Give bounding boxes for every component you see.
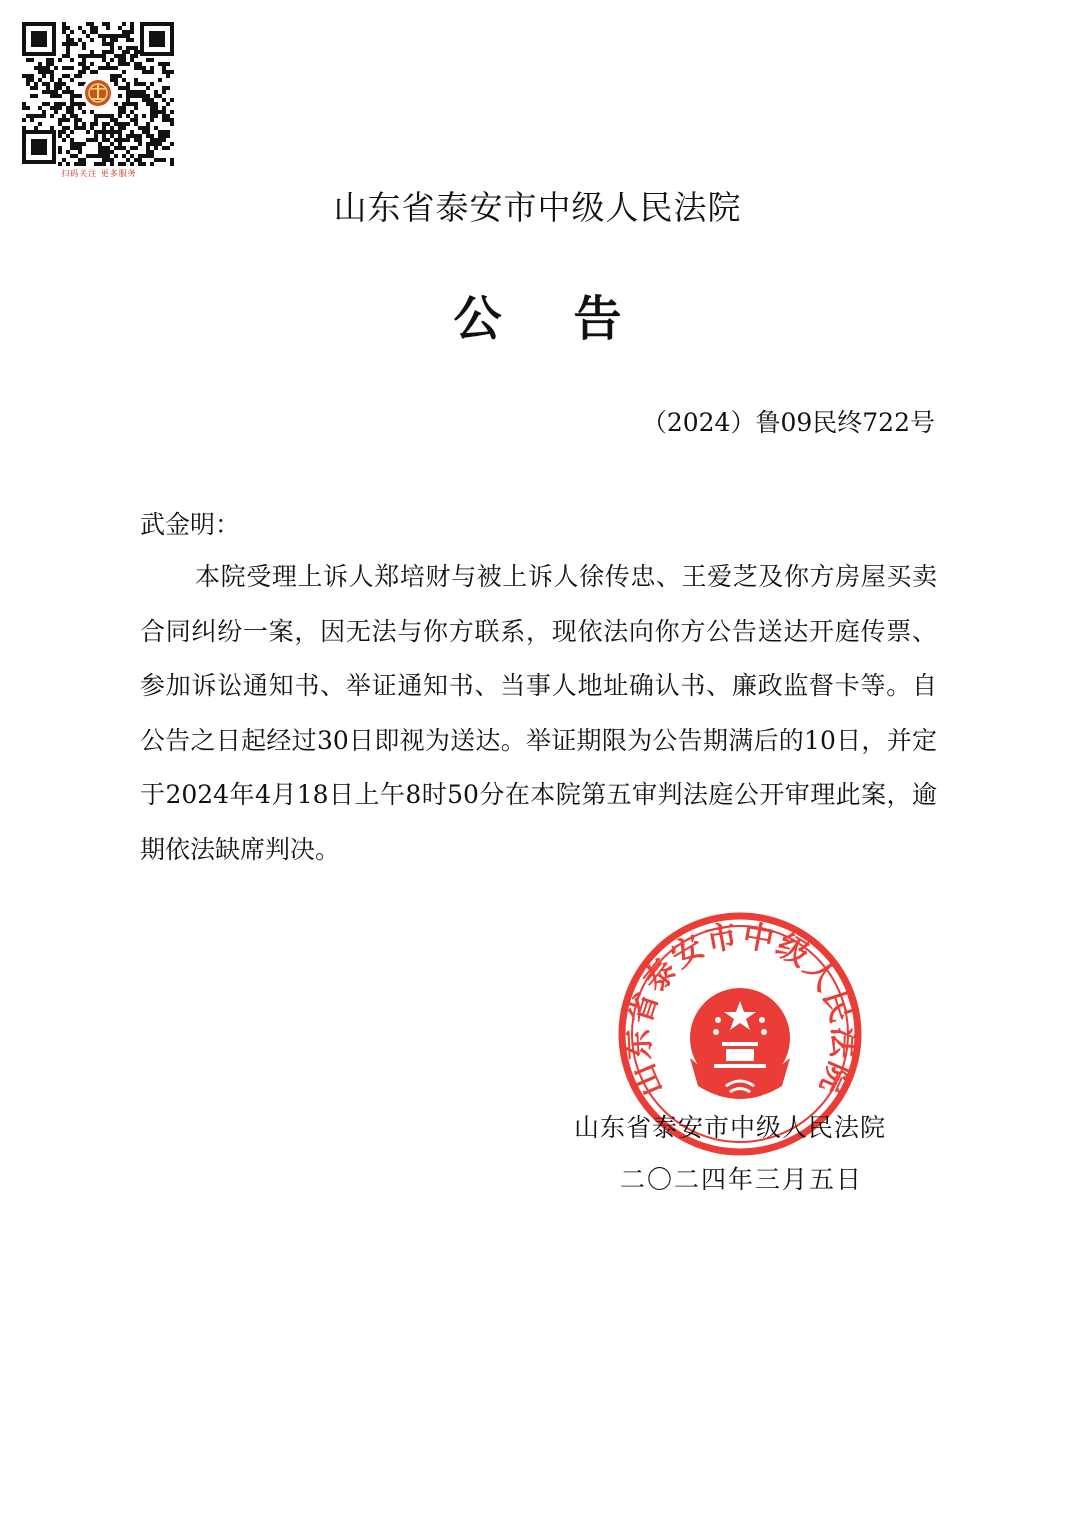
- seal-text: 山东省泰安市中级人民法院: [620, 917, 862, 1102]
- notice-title: [0, 280, 1075, 349]
- qr-code-image: [20, 20, 176, 166]
- qr-code-block: [20, 20, 178, 179]
- notice-title-char-1: 公: [453, 291, 502, 347]
- signature-date: 二〇二四年三月五日: [620, 1165, 864, 1194]
- case-number: （2024）鲁09民终722号: [641, 408, 935, 437]
- addressee: 武金明：: [140, 510, 241, 539]
- signature-court-name: 山东省泰安市中级人民法院: [574, 1113, 887, 1142]
- notice-body: 本院受理上诉人郑培财与被上诉人徐传忠、王爱芝及你方房屋买卖合同纠纷一案，因无法与你方联系，现依法向你方公告送达开庭传票、参加诉讼通知书、举证通知书、当事人地址确认书、廉政监督卡等。自公告之日起经过30日即视为送达。举证期限为公告期满后的10日，并定于2024年4月18日上午8时50分在本院第五审判法庭公开审理此案，逾期依法缺席判决。: [140, 562, 937, 864]
- qr-caption: 扫码关注 更多服务: [61, 169, 137, 178]
- court-name-header: 山东省泰安市中级人民法院: [333, 188, 742, 227]
- notice-title-char-2: 告: [573, 291, 622, 347]
